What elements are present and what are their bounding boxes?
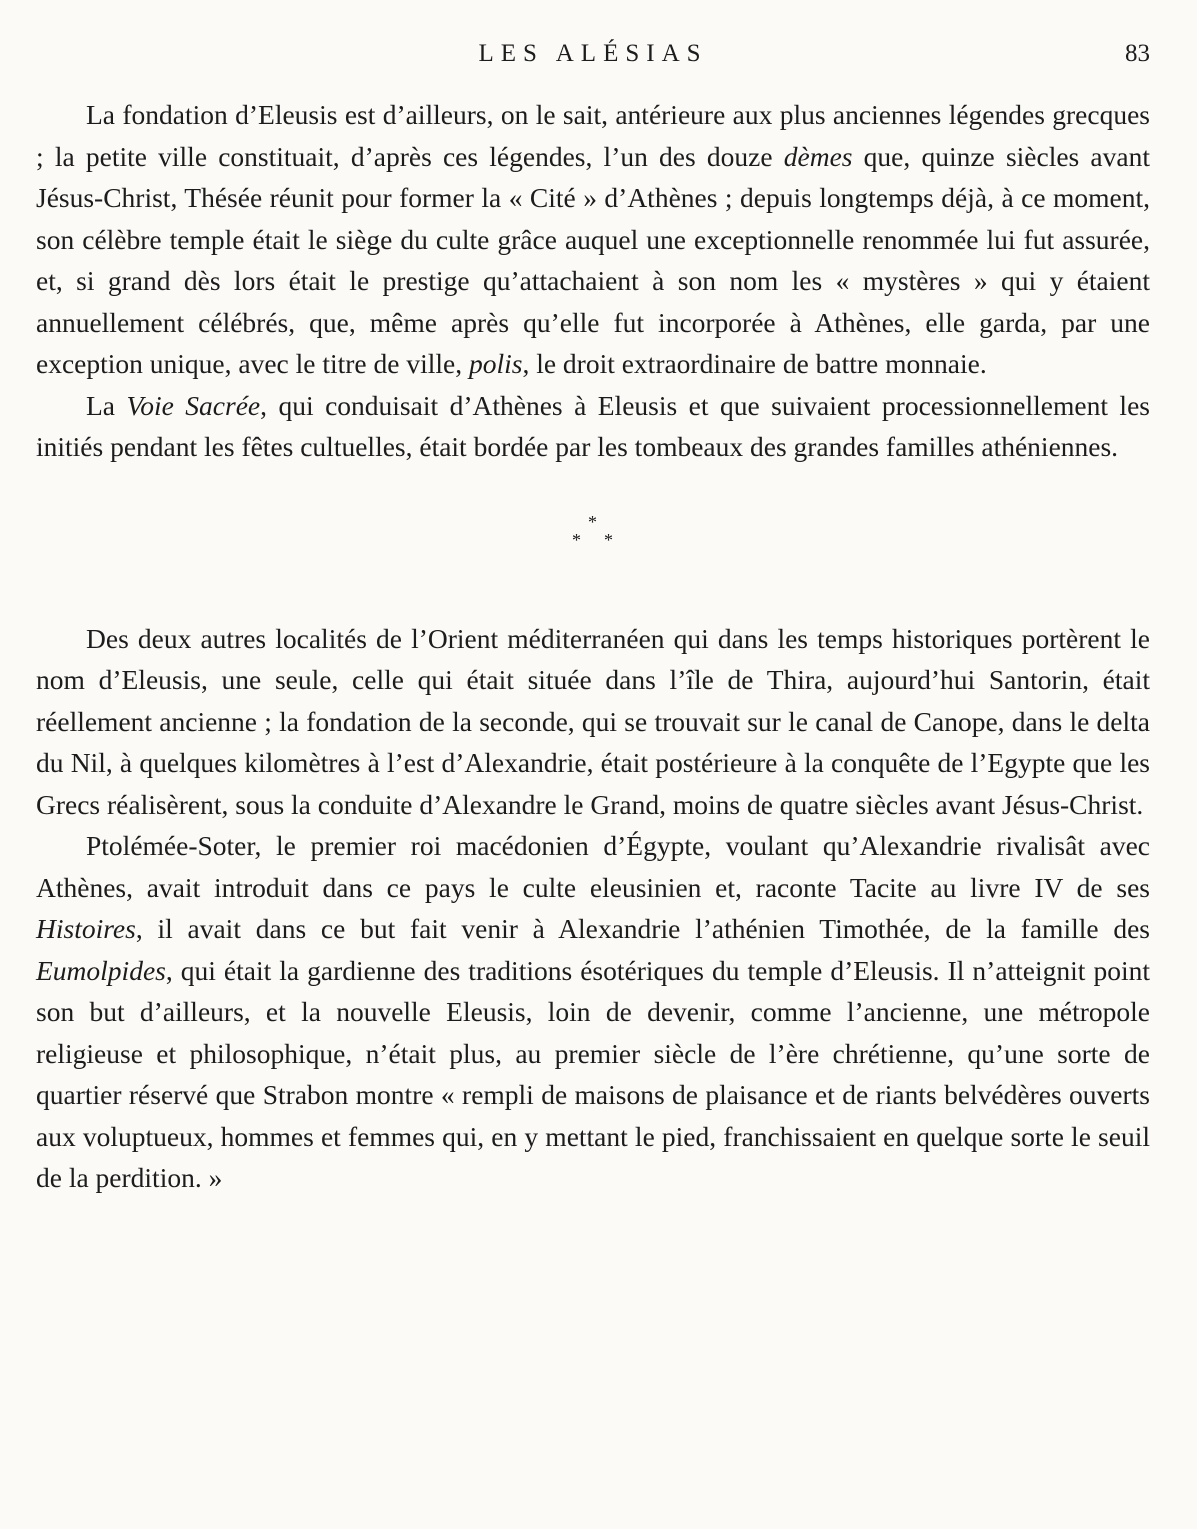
text-run: , le droit extraordinaire de battre monnaie.: [522, 348, 987, 379]
italic-term-demes: dèmes: [783, 140, 853, 172]
text-run: , qui était la gardienne des traditions ésotériques du temple d’Eleusis. Il n’atteignit point son but d’ailleurs, et la nouvelle Eleusis, loin de devenir, comme l’ancienne, une métropole religieuse et philosophique, n’était plus, au premier siècle de l’ère chrétienne, qu’une sorte de quartier réservé que Strabon montre « rempli de maisons de plaisance et de riants belvédères ouverts aux voluptueux, hommes et femmes qui, en y mettant le pied, franchissaient en quelque sorte le seuil de la perdition. »: [36, 954, 1150, 1193]
text-run: que, quinze siècles avant Jésus-Christ, Thésée réunit pour former la « Cité » d’Athènes ; depuis longtemps déjà, à ce moment, son célèbre temple était le siège du culte grâce auquel une exceptionnelle renommée lui fut assurée, et, si grand dès lors était le prestige qu’attachaient à son nom les « mystères » qui y étaient annuellement célébrés, que, même après qu’elle fut incorporée à Athènes, elle garda, par une exception unique, avec le titre de ville,: [36, 140, 1150, 379]
paragraph-sacred-way: [36, 385, 1150, 468]
paragraph-ptolemy: [36, 825, 1150, 1199]
text-run: , qui conduisait d’Athènes à Eleusis et que suivaient processionnellement les initiés pendant les fêtes cultuelles, était bordée par les tombeaux des grandes familles athéniennes.: [36, 389, 1150, 462]
running-head: [36, 38, 1150, 74]
italic-term-eumolpides: Eumolpides: [36, 954, 166, 986]
text-run: Ptolémée-Soter, le premier roi macédonien d’Égypte, voulant qu’Alexandrie rivalisât avec Athènes, avait introduit dans ce pays le culte eleusinien et, raconte Tacite au livre IV de ses: [36, 830, 1150, 903]
text-run: La fondation d’Eleusis est d’ailleurs, on le sait, antérieure aux plus anciennes légendes grecques ; la petite ville constituait, d’après ces légendes, l’un des douze: [36, 99, 1150, 172]
paragraph-other-localities: [36, 618, 1150, 826]
asterism-star: *: [588, 511, 597, 532]
text-run: Des deux autres localités de l’Orient méditerranéen qui dans les temps historiques portèrent le nom d’Eleusis, une seule, celle qui était située dans l’île de Thira, aujourd’hui Santorin, était réellement ancienne ; la fondation de la seconde, qui se trouvait sur le canal de Canope, dans le delta du Nil, à quelques kilomètres à l’est d’Alexandrie, était postérieure à la conquête de l’Egypte que les Grecs réalisèrent, sous la conduite d’Alexandre le Grand, moins de quatre siècles avant Jésus-Christ.: [36, 622, 1150, 820]
book-page: [36, 38, 1150, 1199]
asterism-star: *: [572, 529, 581, 550]
asterism-separator: [36, 468, 1150, 618]
paragraph-foundation: [36, 94, 1150, 385]
text-run: La: [86, 389, 127, 421]
asterism-star: *: [604, 529, 613, 550]
italic-term-voie-sacree: Voie Sacrée: [126, 389, 261, 421]
section-other-eleusis: [36, 618, 1150, 1199]
italic-title-histoires: Histoires: [36, 913, 136, 944]
running-title: LES ALÉSIAS: [478, 40, 708, 67]
text-run: , il avait dans ce but fait venir à Alexandrie l’athénien Timothée, de la famille des: [135, 913, 1150, 944]
section-eleusis-attica: [36, 94, 1150, 468]
page-number: 83: [1125, 40, 1150, 67]
italic-term-polis: polis: [468, 348, 523, 379]
